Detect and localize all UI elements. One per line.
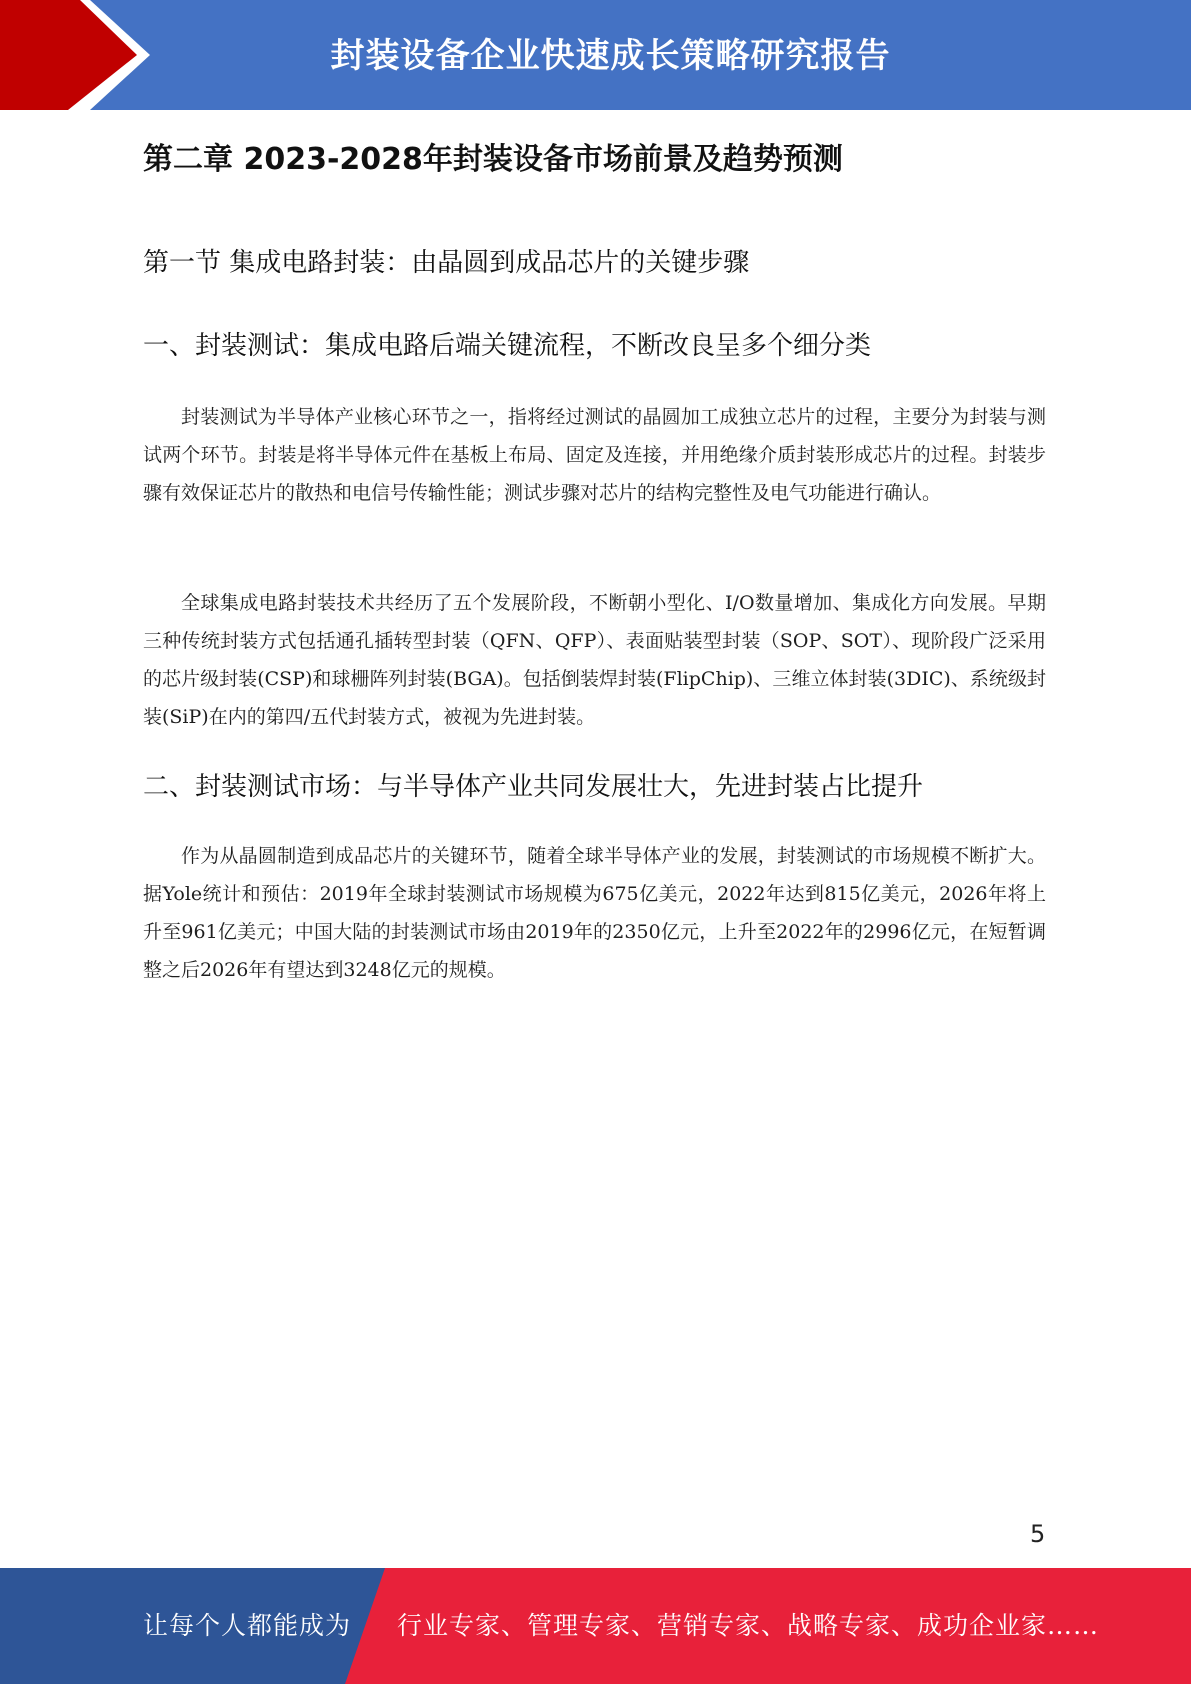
paragraph-3: 作为从晶圆制造到成品芯片的关键环节，随着全球半导体产业的发展，封装测试的市场规模不断扩大。据Yole统计和预估：2019年全球封装测试市场规模为675亿美元，2022年达到815亿美元，2026年将上升至961亿美元；中国大陆的封装测试市场由2019年的2350亿元，上升至2022年的2996亿元，在短暂调整之后2026年有望达到3248亿元的规模。 bbox=[143, 845, 1046, 981]
report-title: 封装设备企业快速成长策略研究报告 bbox=[330, 35, 891, 76]
paragraph-2: 全球集成电路封装技术共经历了五个发展阶段，不断朝小型化、I/O数量增加、集成化方向发展。早期三种传统封装方式包括通孔插转型封装（QFN、QFP）、表面贴装型封装（SOP、SOT）、现阶段广泛采用的芯片级封装(CSP)和球栅阵列封装(BGA)。包括倒装焊封装(FlipChip)、三维立体封装(3DIC)、系统级封装(SiP)在内的第四/五代封装方式，被视为先进封装。 bbox=[143, 592, 1046, 728]
document-body bbox=[143, 136, 1046, 981]
subsection-title-2: 二、封装测试市场：与半导体产业共同发展壮大，先进封装占比提升 bbox=[143, 772, 924, 802]
footer-banner bbox=[0, 1568, 1191, 1684]
page-number: 5 bbox=[1030, 1520, 1046, 1548]
section-title: 第一节 集成电路封装：由晶圆到成品芯片的关键步骤 bbox=[143, 248, 750, 278]
footer-slogan-left: 让每个人都能成为 bbox=[143, 1611, 352, 1640]
paragraph-1: 封装测试为半导体产业核心环节之一，指将经过测试的晶圆加工成独立芯片的过程，主要分为封装与测试两个环节。封装是将半导体元件在基板上布局、固定及连接，并用绝缘介质封装形成芯片的过程。封装步骤有效保证芯片的散热和电信号传输性能；测试步骤对芯片的结构完整性及电气功能进行确认。 bbox=[143, 406, 1046, 504]
subsection-title-1: 一、封装测试：集成电路后端关键流程，不断改良呈多个细分类 bbox=[143, 331, 872, 361]
footer-slogan-right: 行业专家、管理专家、营销专家、战略专家、成功企业家…… bbox=[397, 1611, 1100, 1640]
chapter-title: 第二章 2023-2028年封装设备市场前景及趋势预测 bbox=[143, 142, 843, 177]
header-banner bbox=[0, 0, 1191, 110]
